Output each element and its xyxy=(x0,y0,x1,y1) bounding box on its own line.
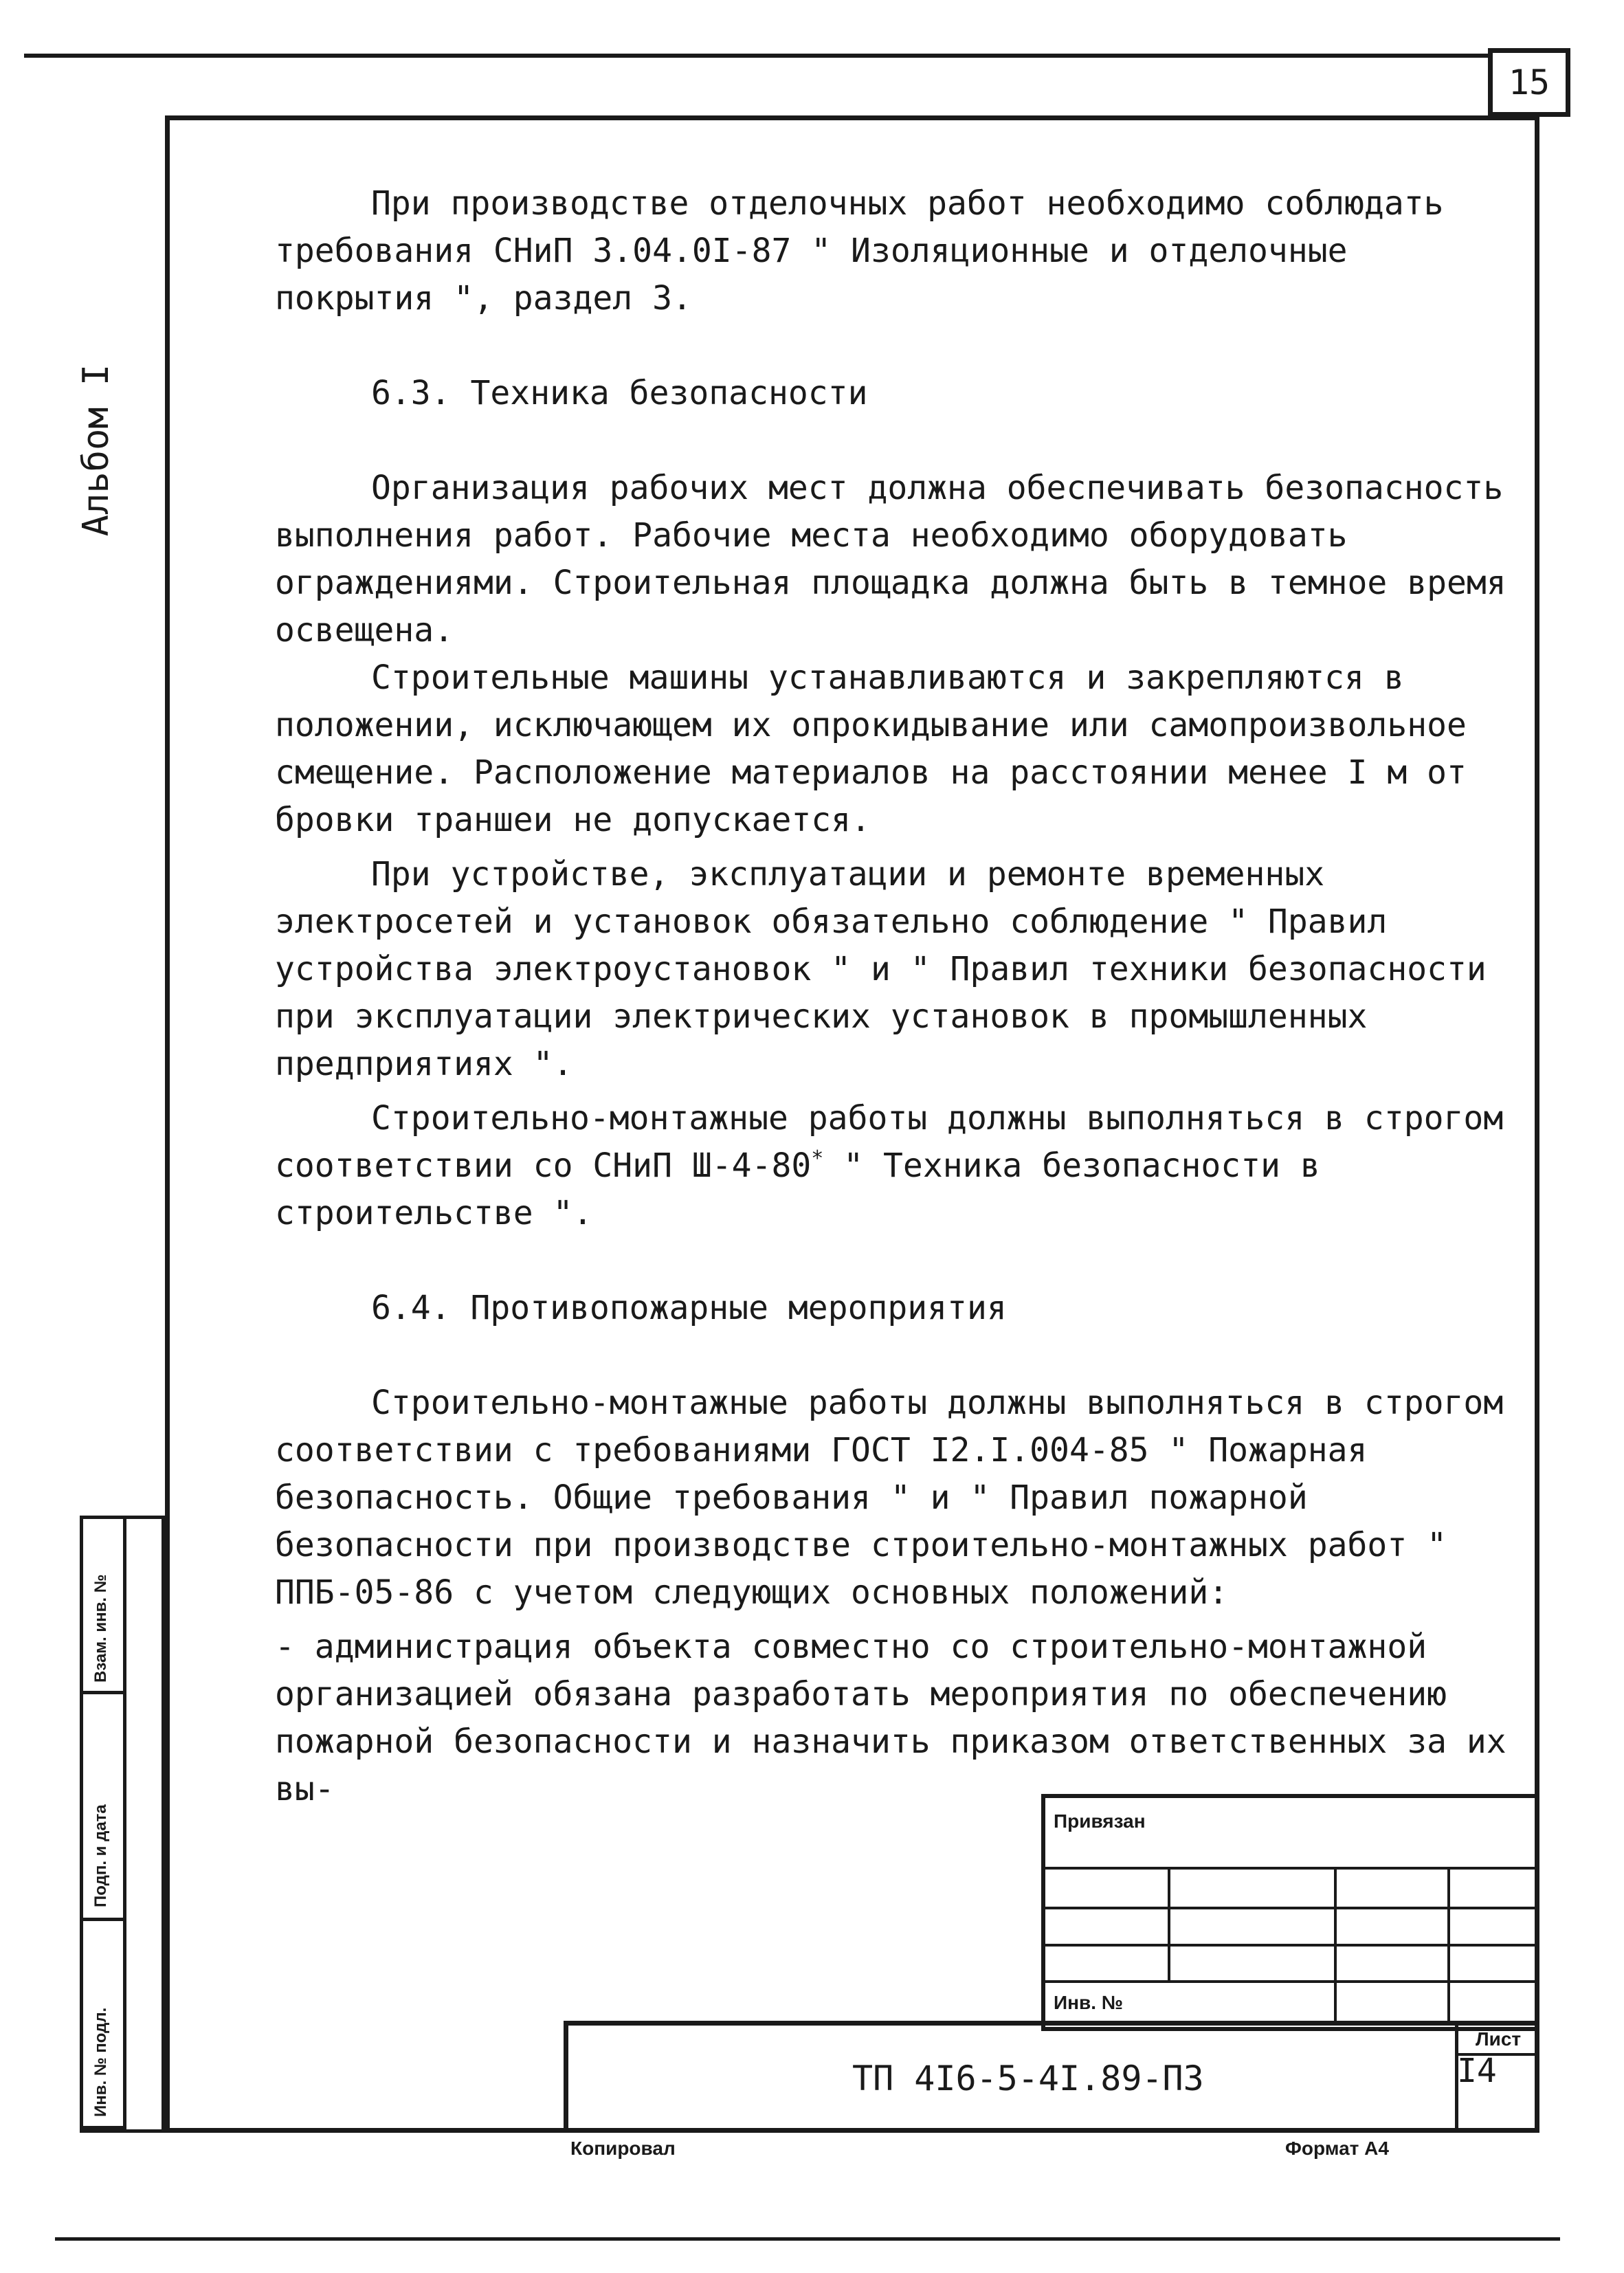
paragraph-snip-text-end: " Техника безопасности в строительстве ". xyxy=(275,1146,1340,1232)
paragraph-machines: Строительные машины устанавливаются и закрепляются в положении, исключающем их опрокидывание или самопроизвольное смещение. Расположение материалов на расстоянии менее I м от бровки траншеи не допускается. xyxy=(275,658,1487,839)
tb-row-line-2 xyxy=(1045,1907,1535,1909)
inv-no-label: Инв. № xyxy=(1054,1992,1124,2013)
intro-paragraph: При производстве отделочных работ необходимо соблюдать требования СНиП 3.04.0I-87 " Изоляционные и отделочные покрытия ", раздел 3. xyxy=(275,184,1464,318)
footer-format: Формат А4 xyxy=(1285,2138,1389,2159)
strip-label-vzam-inv: Взам. инв. № xyxy=(91,1574,110,1683)
sheet-number: I4 xyxy=(1457,2052,1497,2090)
binding-strip xyxy=(80,1516,165,2133)
title-block-upper xyxy=(1041,1794,1539,2031)
paragraph-fire-safety: Строительно-монтажные работы должны выполняться в строгом соответствии с требованиями ГОСТ I2.I.004-85 " Пожарная безопасность. Общие требования " и " Правил пожарной безопасности при производстве строительно-монтажных работ " ППБ-05-86 с учетом следующих основных положений: xyxy=(275,1384,1524,1612)
document-code: ТП 4I6-5-4I.89-ПЗ xyxy=(852,2059,1204,2098)
privyazan-label: Привязан xyxy=(1054,1810,1146,1832)
tb-row-line-3 xyxy=(1045,1944,1535,1947)
strip-cell-podp xyxy=(83,1694,124,1921)
footer-copied: Копировал xyxy=(570,2138,676,2159)
tb-col-line-2 xyxy=(1334,1867,1337,2025)
paragraph-snip-text: Строительно-монтажные работы должны выполняться в строгом соответствии со СНиП Ш-4-80 xyxy=(275,1099,1524,1185)
tb-row-line-1 xyxy=(1045,1867,1535,1870)
paragraph-snip-footnote-mark: * xyxy=(811,1146,824,1171)
strip-label-podp-data: Подп. и дата xyxy=(91,1804,110,1907)
strip-label-inv-podl: Инв. № подл. xyxy=(91,2007,110,2117)
album-label: Альбом I xyxy=(76,364,117,537)
tb-row-line-4 xyxy=(1045,1980,1535,1983)
sheet-label: Лист xyxy=(1476,2028,1522,2050)
document-body xyxy=(275,180,1526,1813)
strip-cell-vzam xyxy=(83,1519,124,1694)
strip-cell-inv xyxy=(83,1921,124,2129)
paragraph-administration: - администрация объекта совместно со строительно-монтажной организацией обязана разработать мероприятия по обеспечению пожарной безопасности и назначить приказом ответственных за их вы- xyxy=(275,1628,1526,1808)
page-number: 15 xyxy=(1508,63,1550,102)
tb-col-line-1 xyxy=(1168,1867,1170,1980)
strip-divider xyxy=(123,1519,126,2129)
paragraph-workplaces: Организация рабочих мест должна обеспечивать безопасность выполнения работ. Рабочие места необходимо оборудовать ограждениями. Строительная площадка должна быть в темное время освещена. xyxy=(275,469,1526,650)
top-rule xyxy=(24,54,1491,58)
paragraph-electrical: При устройстве, эксплуатации и ремонте временных электросетей и установок обязательно соблюдение " Правил устройства электроустановок " и " Правил техники безопасности при эксплуатации электрических установок в промышленных предприятиях ". xyxy=(275,855,1506,1083)
paragraph-snip xyxy=(275,1095,1524,1237)
bottom-rule xyxy=(55,2237,1560,2241)
section-heading-6-4: 6.4. Противопожарные мероприятия xyxy=(371,1289,1007,1327)
page-number-box xyxy=(1488,48,1570,117)
tb-col-line-3 xyxy=(1447,1867,1450,2025)
section-heading-6-3: 6.3. Техника безопасности xyxy=(371,374,868,412)
